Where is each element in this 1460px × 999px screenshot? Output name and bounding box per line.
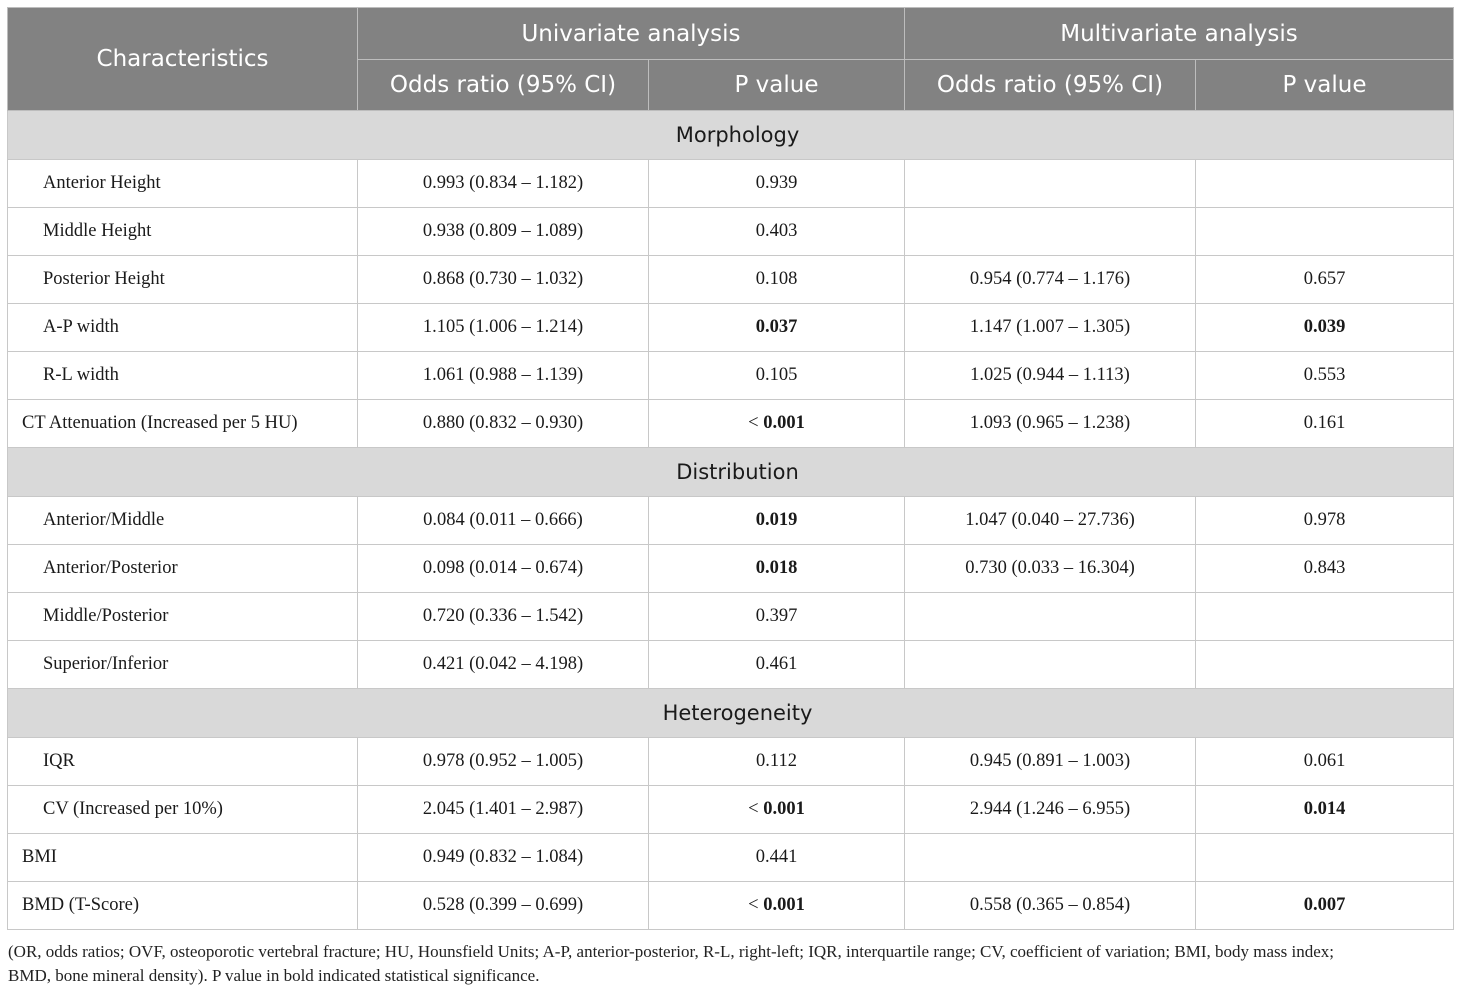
row-label: IQR bbox=[8, 738, 358, 786]
univariate-p: 0.112 bbox=[649, 738, 905, 786]
p-prefix: < bbox=[748, 799, 764, 819]
univariate-p bbox=[649, 304, 905, 352]
significant-p-value: 0.007 bbox=[1303, 895, 1346, 915]
table-footnote bbox=[8, 940, 1454, 988]
significant-p-value: 0.039 bbox=[1303, 317, 1346, 337]
table-row bbox=[8, 593, 1454, 641]
univariate-p bbox=[649, 545, 905, 593]
univariate-p bbox=[649, 400, 905, 448]
table-row bbox=[8, 160, 1454, 208]
table-row bbox=[8, 882, 1454, 930]
univariate-or: 0.880 (0.832 – 0.930) bbox=[358, 400, 649, 448]
multivariate-or: 1.093 (0.965 – 1.238) bbox=[905, 400, 1196, 448]
multivariate-p bbox=[1196, 834, 1454, 882]
univariate-or: 0.720 (0.336 – 1.542) bbox=[358, 593, 649, 641]
multivariate-p: 0.061 bbox=[1196, 738, 1454, 786]
multivariate-or: 2.944 (1.246 – 6.955) bbox=[905, 786, 1196, 834]
header-univariate: Univariate analysis bbox=[358, 8, 905, 60]
table-row bbox=[8, 208, 1454, 256]
section-title: Heterogeneity bbox=[8, 689, 1454, 738]
section-title: Distribution bbox=[8, 448, 1454, 497]
significant-p-value: 0.001 bbox=[763, 413, 805, 433]
univariate-p: 0.108 bbox=[649, 256, 905, 304]
univariate-or: 0.528 (0.399 – 0.699) bbox=[358, 882, 649, 930]
table-row bbox=[8, 738, 1454, 786]
significant-p-value: 0.037 bbox=[755, 317, 798, 337]
table-row bbox=[8, 497, 1454, 545]
univariate-p bbox=[649, 882, 905, 930]
multivariate-or: 0.945 (0.891 – 1.003) bbox=[905, 738, 1196, 786]
multivariate-p bbox=[1196, 208, 1454, 256]
multivariate-or: 0.730 (0.033 – 16.304) bbox=[905, 545, 1196, 593]
multivariate-p: 0.553 bbox=[1196, 352, 1454, 400]
row-label: CV (Increased per 10%) bbox=[8, 786, 358, 834]
univariate-or: 1.105 (1.006 – 1.214) bbox=[358, 304, 649, 352]
multivariate-or: 0.954 (0.774 – 1.176) bbox=[905, 256, 1196, 304]
multivariate-p: 0.978 bbox=[1196, 497, 1454, 545]
multivariate-p: 0.657 bbox=[1196, 256, 1454, 304]
univariate-p bbox=[649, 497, 905, 545]
univariate-or: 0.084 (0.011 – 0.666) bbox=[358, 497, 649, 545]
univariate-p: 0.461 bbox=[649, 641, 905, 689]
multivariate-p bbox=[1196, 160, 1454, 208]
multivariate-p bbox=[1196, 786, 1454, 834]
table-row bbox=[8, 786, 1454, 834]
univariate-or: 0.098 (0.014 – 0.674) bbox=[358, 545, 649, 593]
univariate-or: 0.868 (0.730 – 1.032) bbox=[358, 256, 649, 304]
univariate-or: 2.045 (1.401 – 2.987) bbox=[358, 786, 649, 834]
univariate-or: 0.421 (0.042 – 4.198) bbox=[358, 641, 649, 689]
univariate-or: 1.061 (0.988 – 1.139) bbox=[358, 352, 649, 400]
row-label: Posterior Height bbox=[8, 256, 358, 304]
row-label: R-L width bbox=[8, 352, 358, 400]
univariate-p: 0.939 bbox=[649, 160, 905, 208]
multivariate-or: 1.047 (0.040 – 27.736) bbox=[905, 497, 1196, 545]
section-row bbox=[8, 689, 1454, 738]
row-label: Middle Height bbox=[8, 208, 358, 256]
multivariate-p: 0.843 bbox=[1196, 545, 1454, 593]
row-label: Anterior/Middle bbox=[8, 497, 358, 545]
header-multivariate-or: Odds ratio (95% CI) bbox=[905, 60, 1196, 111]
univariate-or: 0.938 (0.809 – 1.089) bbox=[358, 208, 649, 256]
table-row bbox=[8, 256, 1454, 304]
table-row bbox=[8, 304, 1454, 352]
table-row bbox=[8, 834, 1454, 882]
multivariate-or bbox=[905, 834, 1196, 882]
header-univariate-or: Odds ratio (95% CI) bbox=[358, 60, 649, 111]
multivariate-or: 1.025 (0.944 – 1.113) bbox=[905, 352, 1196, 400]
univariate-or: 0.949 (0.832 – 1.084) bbox=[358, 834, 649, 882]
header-multivariate: Multivariate analysis bbox=[905, 8, 1454, 60]
univariate-or: 0.993 (0.834 – 1.182) bbox=[358, 160, 649, 208]
footnote-line: (OR, odds ratios; OVF, osteoporotic vertebral fracture; HU, Hounsfield Units; A-P, anterior-posterior, R-L, right-left; IQR, interquartile range; CV, coefficient of variation; BMI, body mass index; bbox=[8, 942, 1335, 961]
table-row bbox=[8, 400, 1454, 448]
multivariate-p bbox=[1196, 641, 1454, 689]
row-label: CT Attenuation (Increased per 5 HU) bbox=[8, 400, 358, 448]
significant-p-value: 0.018 bbox=[755, 558, 798, 578]
row-label: Superior/Inferior bbox=[8, 641, 358, 689]
multivariate-or: 1.147 (1.007 – 1.305) bbox=[905, 304, 1196, 352]
p-prefix: < bbox=[748, 895, 764, 915]
header-univariate-p: P value bbox=[649, 60, 905, 111]
row-label: Middle/Posterior bbox=[8, 593, 358, 641]
univariate-p: 0.441 bbox=[649, 834, 905, 882]
univariate-p: 0.397 bbox=[649, 593, 905, 641]
row-label: Anterior/Posterior bbox=[8, 545, 358, 593]
row-label: A-P width bbox=[8, 304, 358, 352]
univariate-p bbox=[649, 786, 905, 834]
multivariate-p: 0.161 bbox=[1196, 400, 1454, 448]
table-row bbox=[8, 352, 1454, 400]
significant-p-value: 0.001 bbox=[763, 799, 805, 819]
table-row bbox=[8, 641, 1454, 689]
row-label: Anterior Height bbox=[8, 160, 358, 208]
multivariate-or: 0.558 (0.365 – 0.854) bbox=[905, 882, 1196, 930]
multivariate-p bbox=[1196, 593, 1454, 641]
row-label: BMD (T-Score) bbox=[8, 882, 358, 930]
univariate-p: 0.105 bbox=[649, 352, 905, 400]
section-row bbox=[8, 111, 1454, 160]
multivariate-or bbox=[905, 641, 1196, 689]
header-multivariate-p: P value bbox=[1196, 60, 1454, 111]
regression-table bbox=[7, 7, 1454, 930]
regression-table-container bbox=[7, 7, 1453, 930]
p-prefix: < bbox=[748, 413, 764, 433]
multivariate-p bbox=[1196, 882, 1454, 930]
multivariate-or bbox=[905, 160, 1196, 208]
univariate-p: 0.403 bbox=[649, 208, 905, 256]
row-label: BMI bbox=[8, 834, 358, 882]
section-row bbox=[8, 448, 1454, 497]
table-row bbox=[8, 545, 1454, 593]
section-title: Morphology bbox=[8, 111, 1454, 160]
header-characteristics: Characteristics bbox=[8, 8, 358, 111]
univariate-or: 0.978 (0.952 – 1.005) bbox=[358, 738, 649, 786]
significant-p-value: 0.001 bbox=[763, 895, 805, 915]
significant-p-value: 0.014 bbox=[1303, 799, 1346, 819]
multivariate-p bbox=[1196, 304, 1454, 352]
footnote-line: BMD, bone mineral density). P value in bold indicated statistical significance. bbox=[8, 966, 540, 985]
significant-p-value: 0.019 bbox=[755, 510, 798, 530]
multivariate-or bbox=[905, 593, 1196, 641]
multivariate-or bbox=[905, 208, 1196, 256]
